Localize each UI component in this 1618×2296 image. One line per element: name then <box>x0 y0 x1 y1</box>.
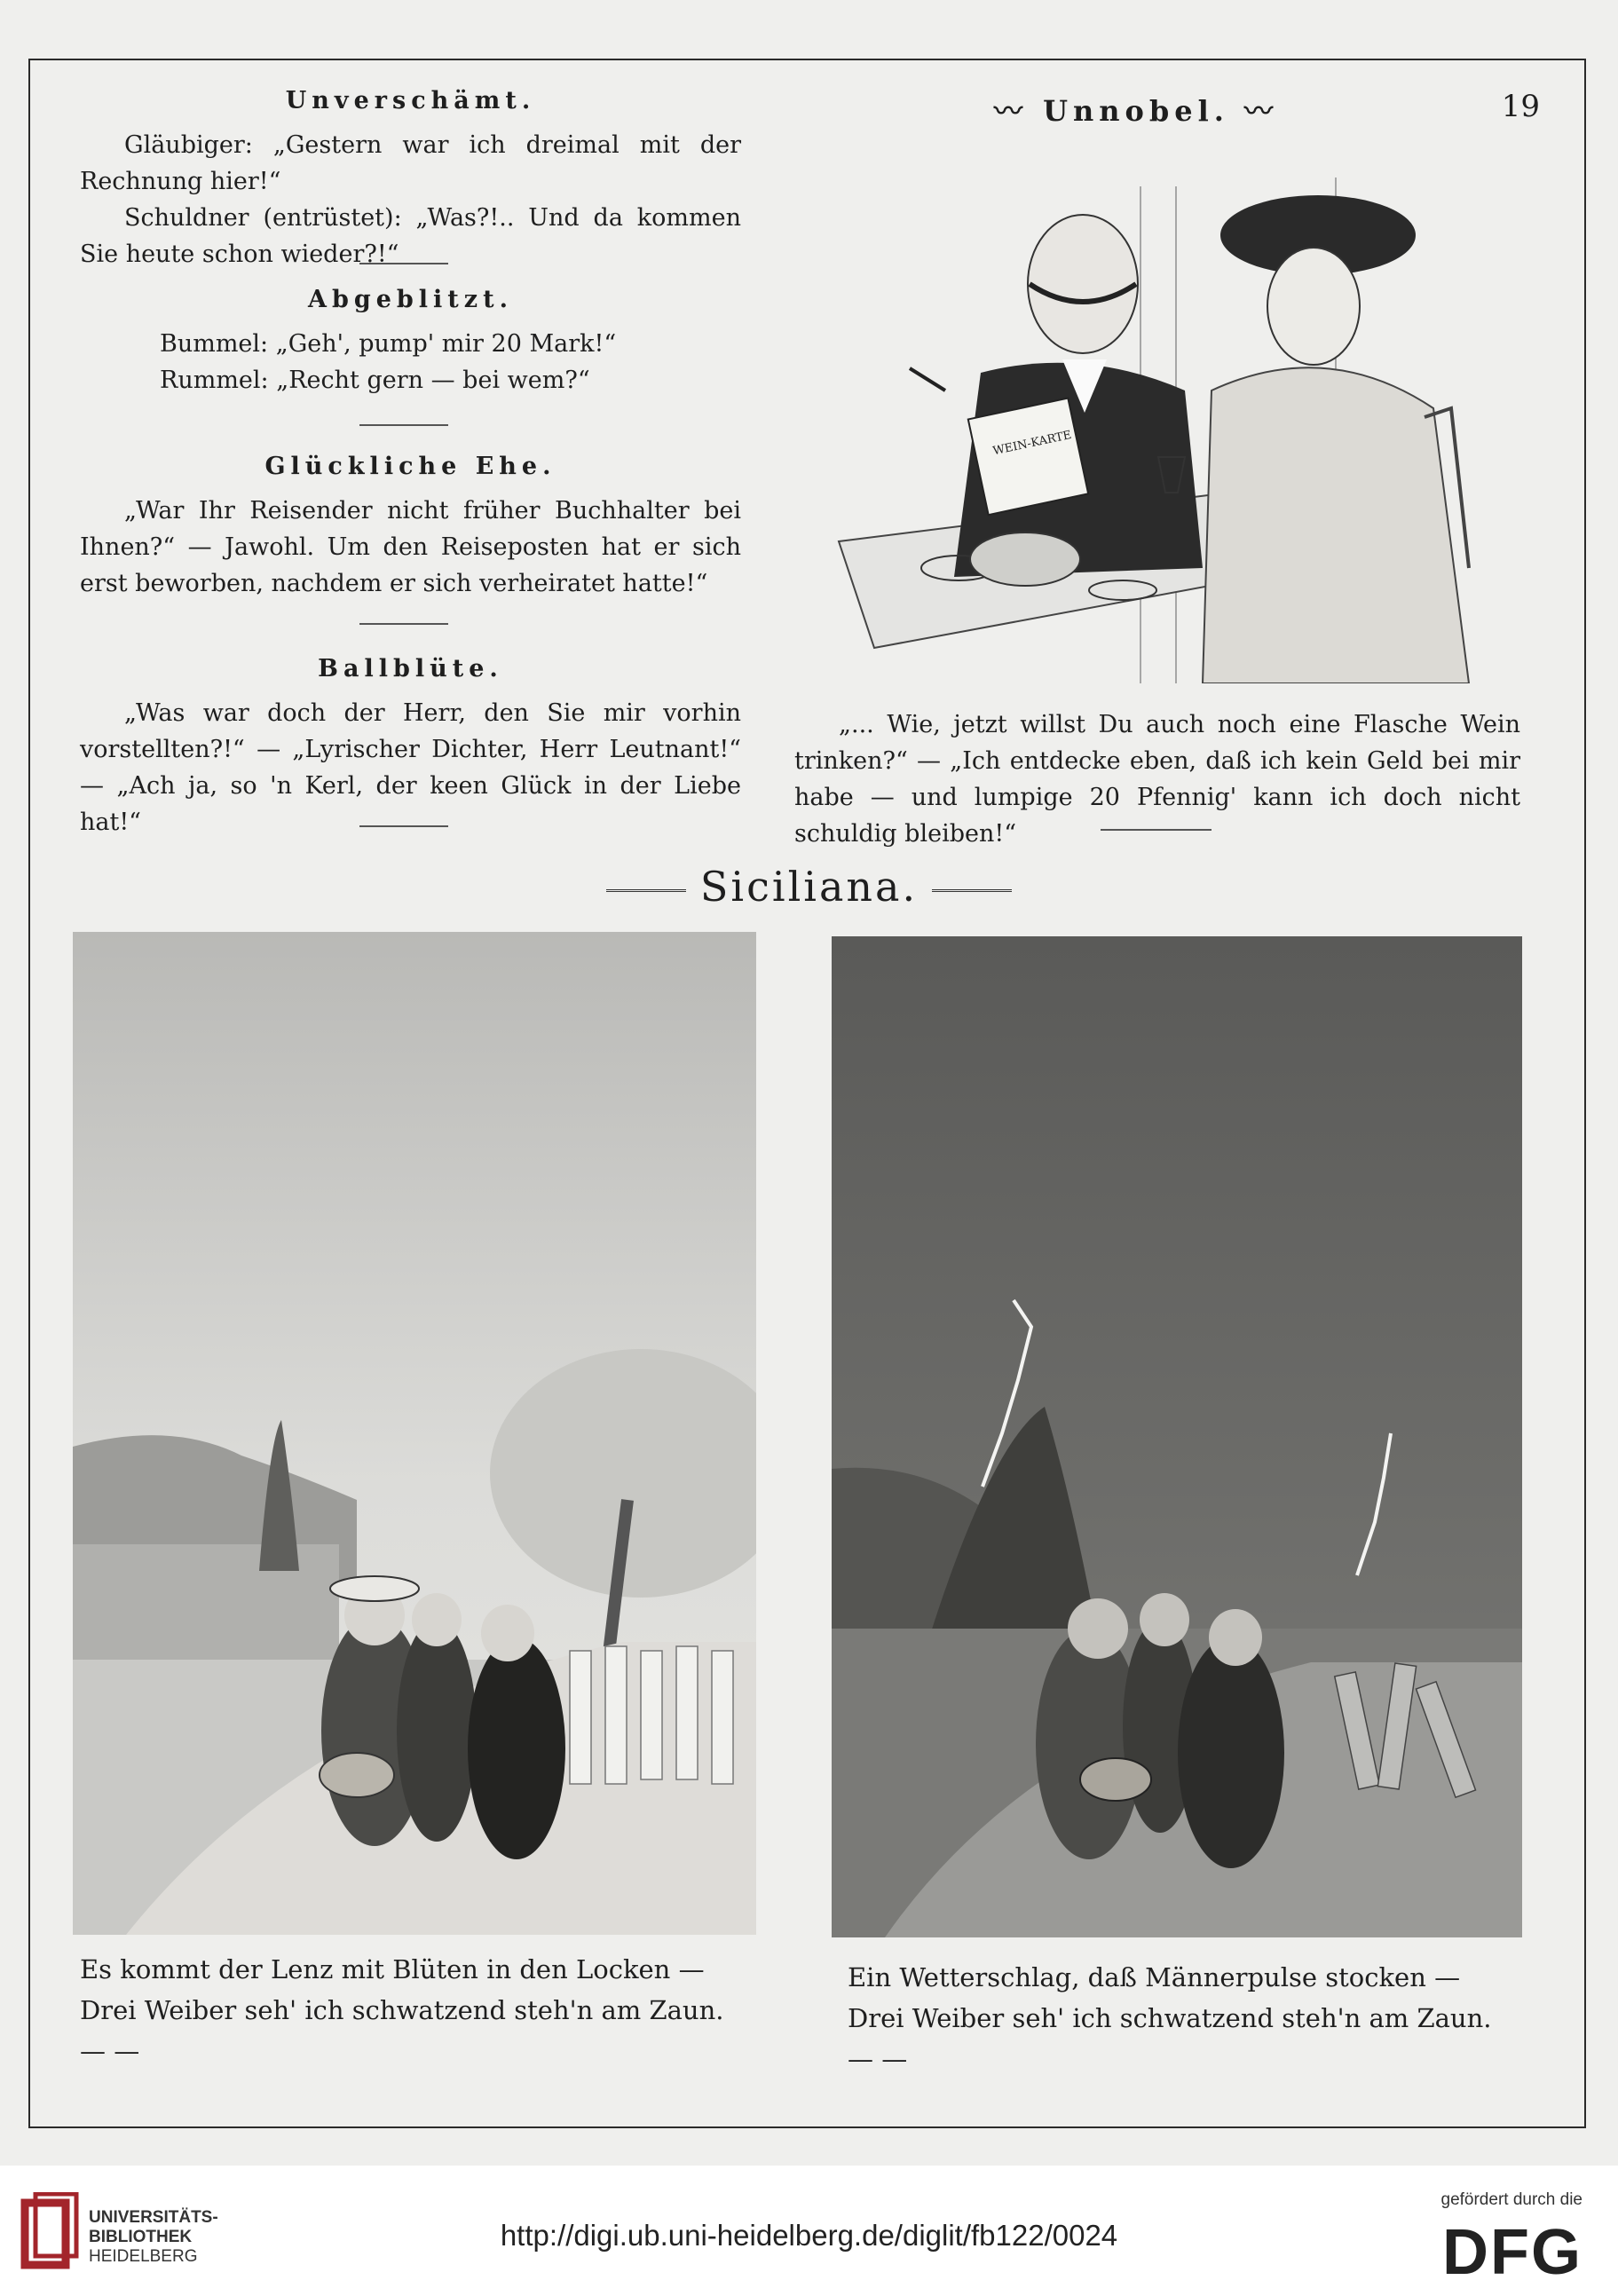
cafe-illustration <box>803 151 1478 683</box>
storm-caption <box>848 1957 1522 2079</box>
funding-note: gefördert durch die <box>1440 2190 1582 2209</box>
separator-rule <box>359 424 448 426</box>
ornament-right: 〰 <box>1228 94 1279 128</box>
caption-line: Drei Weiber seh' ich schwatzend steh'n am Zaun. — — <box>848 2003 1492 2074</box>
joke-line: Bummel: „Geh', pump' mir 20 Mark!“ <box>160 330 617 358</box>
spring-caption <box>80 1949 754 2071</box>
digitization-footer <box>0 2166 1618 2296</box>
joke-abgeblitzt <box>80 286 741 398</box>
siciliana-heading <box>0 863 1618 911</box>
joke-title: Ballblüte. <box>318 655 503 682</box>
caption-line: Es kommt der Lenz mit Blüten in den Locken — <box>80 1954 705 1984</box>
source-url[interactable]: http://digi.ub.uni-heidelberg.de/diglit/fb122/0024 <box>500 2219 1118 2252</box>
caption-line: Drei Weiber seh' ich schwatzend steh'n am Zaun. — — <box>80 1995 724 2066</box>
joke-title: Unverschämt. <box>285 87 536 114</box>
ornament-right <box>932 889 1012 892</box>
library-name: UNIVERSITÄTS- BIBLIOTHEK HEIDELBERG <box>89 2208 218 2266</box>
separator-rule <box>1101 829 1212 831</box>
siciliana-title: Siciliana. <box>699 863 919 911</box>
separator-rule <box>359 825 448 827</box>
joke-unverschaemt <box>80 87 741 272</box>
joke-title-text: Unnobel. <box>1043 94 1229 128</box>
joke-title: Glückliche Ehe. <box>264 453 556 480</box>
joke-line: Gläubiger: „Gestern war ich dreimal mit der Rechnung hier!“ <box>80 131 741 195</box>
caption-line: Ein Wetterschlag, daß Männerpulse stocken — <box>848 1962 1461 1992</box>
joke-line: „War Ihr Reisender nicht früher Buchhalter bei Ihnen?“ — Jawohl. Um den Reiseposten hat er sich erst beworben, nachdem er sich verheiratet hatte!“ <box>80 497 741 597</box>
joke-line: „Was war doch der Herr, den Sie mir vorhin vorstellten?!“ — „Lyrischer Dichter, Herr Leutnant!“ — „Ach ja, so 'n Kerl, der keen Glück in der Liebe hat!“ <box>80 699 741 836</box>
separator-rule <box>359 263 448 264</box>
menu-card-label: WEIN-KARTE <box>991 428 1073 459</box>
page-number: 19 <box>1501 89 1540 124</box>
joke-line: Schuldner (entrüstet): „Was?!.. Und da kommen Sie heute schon wieder?!“ <box>80 204 741 268</box>
joke-title-unnobel <box>976 89 1296 130</box>
joke-glueckliche-ehe <box>80 453 741 602</box>
joke-line: Rummel: „Recht gern — bei wem?“ <box>160 367 590 394</box>
separator-rule <box>359 623 448 625</box>
unnobel-caption: „... Wie, jetzt willst Du auch noch eine Flasche Wein trinken?“ — „Ich entdecke eben, daß ich kein Geld bei mir habe — und lumpige 20 Pfennig' kann ich doch nicht schuldig bleiben!“ <box>794 711 1520 848</box>
joke-ballbluete <box>80 655 741 840</box>
joke-title: Abgeblitzt. <box>308 286 513 313</box>
dfg-logo: DFG <box>1442 2217 1582 2288</box>
storm-picture <box>832 936 1522 1937</box>
ornament-left: 〰 <box>993 94 1044 128</box>
spring-picture <box>73 932 756 1935</box>
ornament-left <box>606 889 686 892</box>
